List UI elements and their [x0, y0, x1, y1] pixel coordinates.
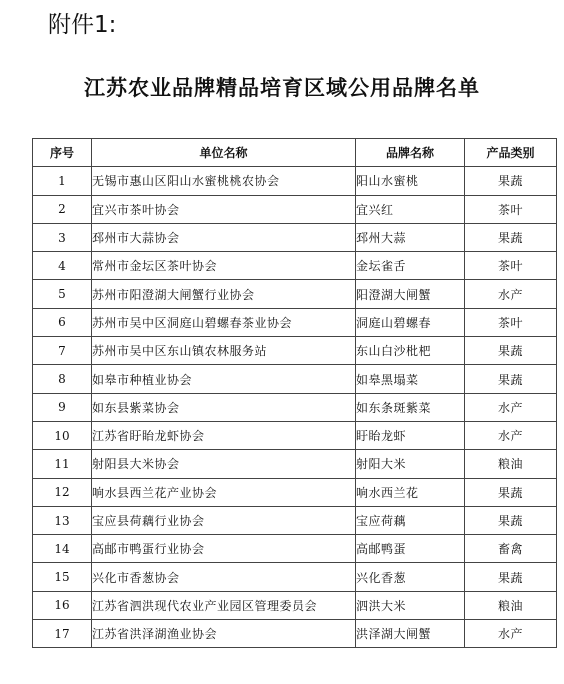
unit-name-cell: 江苏省洪泽湖渔业协会 [92, 620, 356, 648]
table-row [33, 506, 557, 534]
product-category-cell: 水产 [465, 280, 557, 308]
row-number-cell: 1 [33, 167, 92, 195]
brand-name-cell: 邳州大蒜 [356, 223, 465, 251]
row-number-cell: 15 [33, 563, 92, 591]
row-number-cell: 12 [33, 478, 92, 506]
product-category-cell: 畜禽 [465, 535, 557, 563]
row-number-cell: 16 [33, 591, 92, 619]
row-number-cell: 13 [33, 506, 92, 534]
product-category-cell: 果蔬 [465, 365, 557, 393]
unit-name-cell: 苏州市吴中区洞庭山碧螺春茶业协会 [92, 308, 356, 336]
brand-name-cell: 洞庭山碧螺春 [356, 308, 465, 336]
table-row [33, 591, 557, 619]
brand-name-cell: 金坛雀舌 [356, 252, 465, 280]
table-row [33, 620, 557, 648]
brand-list-table [32, 138, 557, 648]
table-row [33, 337, 557, 365]
row-number-cell: 8 [33, 365, 92, 393]
document-title: 江苏农业品牌精品培育区域公用品牌名单 [84, 76, 480, 100]
unit-name-cell: 江苏省盱眙龙虾协会 [92, 421, 356, 449]
brand-name-cell: 如东条斑紫菜 [356, 393, 465, 421]
brand-name-cell: 洪泽湖大闸蟹 [356, 620, 465, 648]
header-unit: 单位名称 [92, 139, 356, 167]
brand-name-cell: 盱眙龙虾 [356, 421, 465, 449]
product-category-cell: 粮油 [465, 450, 557, 478]
product-category-cell: 茶叶 [465, 308, 557, 336]
row-number-cell: 4 [33, 252, 92, 280]
table-row [33, 450, 557, 478]
product-category-cell: 果蔬 [465, 337, 557, 365]
product-category-cell: 果蔬 [465, 506, 557, 534]
product-category-cell: 水产 [465, 393, 557, 421]
table-header [33, 139, 557, 167]
unit-name-cell: 无锡市惠山区阳山水蜜桃桃农协会 [92, 167, 356, 195]
product-category-cell: 水产 [465, 421, 557, 449]
row-number-cell: 10 [33, 421, 92, 449]
table-row [33, 563, 557, 591]
brand-name-cell: 阳澄湖大闸蟹 [356, 280, 465, 308]
table-row [33, 365, 557, 393]
brand-name-cell: 泗洪大米 [356, 591, 465, 619]
unit-name-cell: 苏州市吴中区东山镇农林服务站 [92, 337, 356, 365]
brand-name-cell: 东山白沙枇杷 [356, 337, 465, 365]
row-number-cell: 11 [33, 450, 92, 478]
product-category-cell: 茶叶 [465, 252, 557, 280]
product-category-cell: 茶叶 [465, 195, 557, 223]
product-category-cell: 果蔬 [465, 563, 557, 591]
table-row [33, 167, 557, 195]
table-row [33, 478, 557, 506]
unit-name-cell: 射阳县大米协会 [92, 450, 356, 478]
product-category-cell: 水产 [465, 620, 557, 648]
header-brand: 品牌名称 [356, 139, 465, 167]
unit-name-cell: 宝应县荷藕行业协会 [92, 506, 356, 534]
brand-name-cell: 宝应荷藕 [356, 506, 465, 534]
product-category-cell: 果蔬 [465, 167, 557, 195]
unit-name-cell: 响水县西兰花产业协会 [92, 478, 356, 506]
row-number-cell: 2 [33, 195, 92, 223]
header-no: 序号 [33, 139, 92, 167]
brand-name-cell: 射阳大米 [356, 450, 465, 478]
brand-name-cell: 响水西兰花 [356, 478, 465, 506]
unit-name-cell: 常州市金坛区茶叶协会 [92, 252, 356, 280]
table-row [33, 393, 557, 421]
product-category-cell: 粮油 [465, 591, 557, 619]
unit-name-cell: 高邮市鸭蛋行业协会 [92, 535, 356, 563]
row-number-cell: 17 [33, 620, 92, 648]
brand-name-cell: 阳山水蜜桃 [356, 167, 465, 195]
unit-name-cell: 江苏省泗洪现代农业产业园区管理委员会 [92, 591, 356, 619]
unit-name-cell: 兴化市香葱协会 [92, 563, 356, 591]
unit-name-cell: 邳州市大蒜协会 [92, 223, 356, 251]
brand-name-cell: 如皋黑塌菜 [356, 365, 465, 393]
header-row [33, 139, 557, 167]
unit-name-cell: 如皋市种植业协会 [92, 365, 356, 393]
table-row [33, 535, 557, 563]
row-number-cell: 14 [33, 535, 92, 563]
table-body [33, 167, 557, 648]
table-row [33, 223, 557, 251]
product-category-cell: 果蔬 [465, 223, 557, 251]
row-number-cell: 5 [33, 280, 92, 308]
attachment-label: 附件1: [48, 12, 117, 38]
unit-name-cell: 宜兴市茶叶协会 [92, 195, 356, 223]
brand-name-cell: 宜兴红 [356, 195, 465, 223]
table-row [33, 195, 557, 223]
row-number-cell: 9 [33, 393, 92, 421]
table-row [33, 280, 557, 308]
table-row [33, 308, 557, 336]
header-category: 产品类别 [465, 139, 557, 167]
row-number-cell: 3 [33, 223, 92, 251]
row-number-cell: 7 [33, 337, 92, 365]
product-category-cell: 果蔬 [465, 478, 557, 506]
unit-name-cell: 苏州市阳澄湖大闸蟹行业协会 [92, 280, 356, 308]
unit-name-cell: 如东县紫菜协会 [92, 393, 356, 421]
brand-name-cell: 高邮鸭蛋 [356, 535, 465, 563]
table-row [33, 421, 557, 449]
brand-name-cell: 兴化香葱 [356, 563, 465, 591]
row-number-cell: 6 [33, 308, 92, 336]
table-row [33, 252, 557, 280]
